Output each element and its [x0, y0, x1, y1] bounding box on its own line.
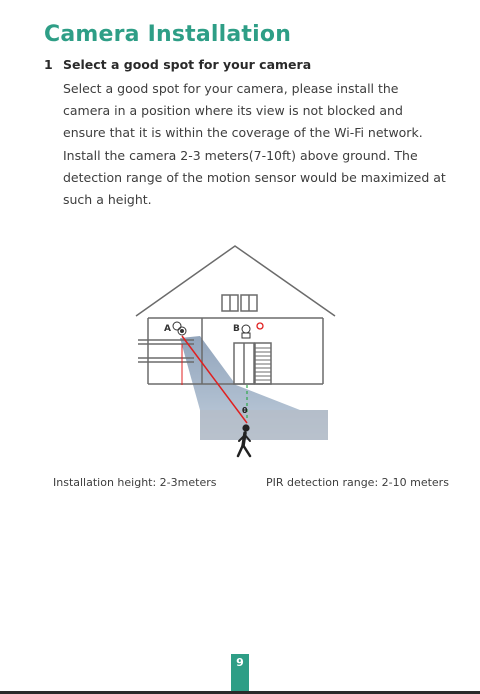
- description-line: Select a good spot for your camera, please install the: [63, 81, 399, 96]
- step-number: 1: [44, 57, 53, 72]
- house-illustration: [130, 240, 350, 465]
- description-line: Install the camera 2-3 meters(7-10ft) above ground. The: [63, 147, 418, 163]
- garage-slats: [255, 348, 271, 380]
- ground-band: [200, 410, 328, 440]
- step-heading: Select a good spot for your camera: [63, 57, 312, 72]
- installation-height-caption: Installation height: 2-3meters: [53, 476, 217, 489]
- step-description: [63, 78, 463, 211]
- description-line: such a height.: [63, 192, 152, 208]
- page-number-tab: [231, 654, 249, 694]
- camera-b-icon: [242, 325, 250, 338]
- page-number: 9: [236, 656, 244, 669]
- camera-a-icon: [173, 322, 186, 335]
- description-line: ensure that it is within the coverage of the Wi-Fi network.: [63, 125, 423, 141]
- camera-a-label: A: [164, 324, 171, 334]
- pir-range-caption: PIR detection range: 2-10 meters: [266, 476, 449, 489]
- installation-diagram: [130, 240, 350, 469]
- description-line: camera in a position where its view is not blocked and: [63, 103, 403, 119]
- page-title: Camera Installation: [44, 22, 292, 47]
- camera-b-label: B: [233, 324, 240, 334]
- angle-symbol: θ: [242, 406, 248, 415]
- description-line: detection range of the motion sensor would be maximized at: [63, 169, 446, 185]
- house-outline: [136, 246, 335, 384]
- recording-indicator-icon: [257, 323, 263, 329]
